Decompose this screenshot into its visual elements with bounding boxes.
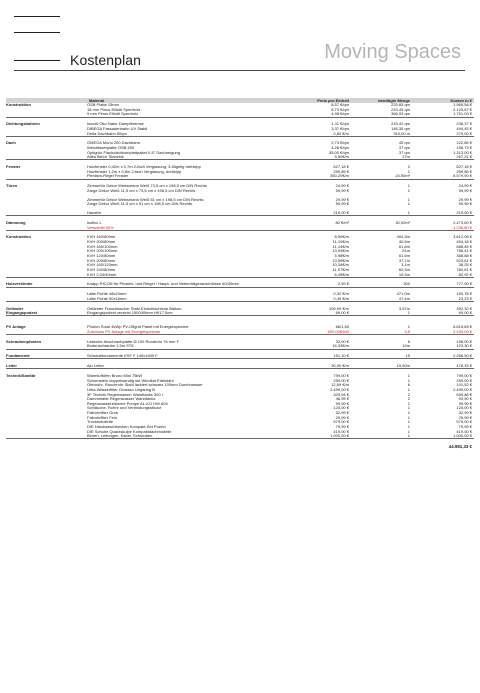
cost-cell: 125,00 €: [456, 405, 472, 411]
price-cell: 8,57 €/qm: [331, 102, 349, 108]
quantity-cell: 1: [407, 428, 410, 434]
cost-cell: 259,85 €: [456, 168, 472, 174]
quantity-cell: 60,3m: [398, 266, 410, 272]
material-cell: Bodenschraube 1,5m ST8: [87, 343, 134, 349]
price-cell: 69,00 €: [335, 310, 349, 316]
price-cell: 5,98€/m: [334, 253, 349, 259]
cost-cell: 419,00 €: [456, 428, 472, 434]
cost-cell: 1.313,00 €: [453, 149, 472, 155]
material-cell: Fallrohrfilter Fein: [87, 414, 118, 420]
material-cell: Holzfenster 0,42m x 0,7m 2-fach Verglasung, 3-flügelig drehkipp: [87, 164, 201, 170]
material-cell: Plexiism-Regel Fenster: [87, 173, 129, 179]
price-cell: 2.499,00 €: [330, 386, 349, 392]
brand-logo: Moving Spaces: [324, 41, 461, 63]
material-cell: Schornstein doppelwandig mit Windkat Edelstahl: [87, 377, 174, 383]
cost-cell: 59,99 €: [458, 201, 472, 207]
material-cell: Isocell Öko Natur Dampfbremse: [87, 121, 144, 127]
price-cell: 11,07€/m: [332, 266, 349, 272]
quantity-cell: 404,5m: [396, 234, 410, 240]
total-row: [6, 444, 474, 450]
material-cell: KVH 240/80mm: [87, 266, 116, 272]
material-cell: KVH 200/100mm: [87, 248, 118, 254]
material-cell: Schläuche, Rohre und Verbindungsstücke: [87, 405, 162, 411]
quantity-cell: 1: [407, 377, 410, 383]
cost-cell: 69,00 €: [458, 310, 472, 316]
quantity-cell: 15: [405, 353, 410, 359]
cost-cell: 3.612,06 €: [453, 234, 472, 240]
material-cell: DIE Handwaschbecken Kompakt-Set Puerto: [87, 424, 166, 429]
quantity-cell: 1: [407, 196, 410, 202]
material-cell: Verschnitt 50%: [87, 224, 114, 230]
cost-cell: 478,33 €: [456, 363, 472, 369]
price-cell: 13,94€/m: [332, 248, 349, 254]
category-cell: Holzverbinder: [6, 281, 33, 287]
quantity-cell: 1: [407, 410, 410, 416]
material-cell: OSB Platte 15mm: [87, 102, 120, 108]
price-cell: 799,00 €: [333, 372, 349, 378]
material-cell: 18 mm Pinus Elliotti Sperrholz: [87, 106, 141, 112]
material-cell: Zuschuss PV Anlage mit Energiespeicher: [87, 329, 161, 334]
quantity-cell: 37 qm: [398, 149, 410, 155]
cost-cell: 101,52 €: [456, 382, 472, 388]
header-rule-top-3: [14, 60, 60, 61]
price-cell: 2,59 €: [337, 281, 349, 287]
price-cell: 32,99 €: [335, 410, 349, 416]
price-cell: 219,00 €: [333, 210, 349, 216]
cost-cell: 158,73 €: [456, 145, 472, 150]
cost-cell: 29,99 €: [458, 196, 472, 202]
price-cell: 4,98 €/qm: [331, 111, 349, 117]
quantity-cell: 1: [407, 405, 410, 411]
quantity-cell: 51m: [402, 248, 410, 254]
price-cell: 32,00 €: [335, 338, 349, 344]
cost-cell: 2.499,00 €: [453, 386, 472, 392]
price-cell: 80 €/m³: [335, 219, 349, 225]
price-cell: 12,69 €/m: [331, 382, 349, 388]
quantity-cell: 47,4m: [398, 295, 410, 301]
price-cell: 8,90€/m: [334, 234, 349, 240]
material-cell: 9 mm Pinus Elliotti Sperrholz: [87, 111, 139, 117]
quantity-cell: 61,8m: [398, 243, 410, 249]
cost-cell: 219,00 €: [456, 210, 472, 216]
price-cell: 46,95 €: [335, 396, 349, 402]
price-cell: 2,73 €/qm: [331, 140, 349, 146]
header-rule-top-2: [14, 32, 60, 33]
quantity-cell: 1: [407, 168, 410, 174]
quantity-cell: 15,3m: [398, 271, 410, 277]
cost-cell: 99,99 €: [458, 400, 472, 406]
material-cell: Dammmatte Regenwasser Wandtanks: [87, 396, 156, 402]
quantity-cell: 1: [407, 386, 410, 392]
cost-cell: 23,23 €: [458, 295, 472, 301]
price-cell: 600,00€/kW: [327, 329, 349, 334]
cost-cell: 122,85 €: [456, 140, 472, 146]
quantity-cell: 2: [407, 391, 410, 397]
cost-cell: 777,00 €: [456, 281, 472, 287]
category-cell: Dach: [6, 140, 16, 146]
quantity-cell: 1: [407, 210, 410, 216]
price-cell: 35,00 €/qm: [328, 149, 349, 155]
price-cell: 419,00 €: [333, 428, 349, 434]
quantity-cell: 1: [407, 310, 410, 316]
cost-cell: 494,45 €: [456, 125, 472, 131]
quantity-cell: 300: [403, 281, 410, 287]
material-cell: Zimmertür Dekor Weissmann Weiß 51 cm x 198,5 cm DIN Rechts: [87, 196, 204, 202]
cost-cell: 150,78 €: [456, 291, 472, 297]
cost-cell: 799,00 €: [456, 372, 472, 378]
price-cell: 125,00 €: [333, 405, 349, 411]
quantity-cell: 3,5: [404, 329, 410, 334]
category-cell: Technik/Sanitär: [6, 372, 36, 378]
cost-cell: 659,88 €: [456, 391, 472, 397]
price-cell: 59,99 €: [335, 201, 349, 207]
material-cell: Warmluftöfen Bruno Mini 75kW: [87, 372, 143, 378]
quantity-cell: 1: [407, 187, 410, 193]
material-cell: KVH 200/80mm: [87, 257, 116, 263]
category-cell: Geländer: [6, 305, 24, 311]
column-header-cost: Kosten in €: [450, 97, 472, 103]
price-cell: 6,45€/m: [334, 271, 349, 277]
cost-cell: 93,90 €: [458, 396, 472, 402]
category-cell: Schraubenpfosten: [6, 338, 42, 344]
material-cell: Photon Solar 4kWp PV-Offgrid Paket mit Energiespeicher: [87, 324, 189, 330]
category-cell: PV Anlage: [6, 324, 26, 330]
quantity-cell: 243,45 qm: [391, 106, 410, 112]
cost-cell: 368,68 €: [456, 253, 472, 259]
cost-cell: 454,18 €: [456, 239, 472, 245]
material-cell: Schraubfundamente KSF F 140x1600 F: [87, 353, 158, 359]
material-cell: KVH 160/80mm: [87, 234, 116, 240]
price-cell: 151,10 €: [333, 353, 349, 359]
price-cell: 109,90 €/m: [328, 305, 349, 311]
price-cell: 30,00 €/m: [331, 363, 349, 369]
material-cell: OMEGA Mono 200 Dachbahn: [87, 140, 140, 146]
price-cell: 259,85 €: [333, 168, 349, 174]
cost-cell: 259,00 €: [456, 377, 472, 383]
material-cell: KVH 200/80mm: [87, 239, 116, 245]
category-cell: Leiter: [6, 363, 17, 369]
quantity-cell: 146,35 qm: [391, 125, 410, 131]
material-cell: Lastruhe Anschraubplatte Ø 100 Rundrohr 76 mm F: [87, 338, 180, 344]
quantity-cell: 366,93 qm: [391, 111, 410, 117]
cost-cell: 32,99 €: [458, 410, 472, 416]
cost-cell: 279,00 €: [456, 130, 472, 136]
material-cell: Geländer Französischer Stahl Einrichtschiene Balkon: [87, 305, 182, 311]
material-cell: Latte Fichte 48x24mm: [87, 291, 127, 297]
quantity-cell: 1: [407, 201, 410, 207]
cost-cell: 2.266,50 €: [453, 353, 472, 359]
quantity-cell: 37,7m: [398, 257, 410, 263]
material-cell: Knapp RICON für Pfosten- und Riegel / Haupt- und Nebenträgeranschlüsse 60/40mm: [87, 281, 239, 287]
quantity-cell: 225,65 qm: [391, 102, 410, 108]
category-cell: Dichtungsbahnen: [6, 121, 40, 127]
quantity-cell: 3,1m: [401, 262, 410, 268]
cost-cell: 579,00 €: [456, 419, 472, 425]
category-cell: Türen: [6, 183, 18, 189]
cost-cell: 688,45 €: [456, 243, 472, 249]
material-cell: Regenwasserzisterne Pumpe AL-KO HW 604: [87, 400, 168, 406]
material-cell: KVH 160/120mm: [87, 262, 118, 268]
material-cell: Ultra-Wasserfilter Grossso Ungaring B: [87, 386, 155, 392]
price-cell: 4,28 €/qm: [331, 145, 349, 150]
quantity-cell: 24,50m²: [395, 173, 410, 179]
price-cell: 1,11 €/qm: [331, 121, 349, 127]
category-cell: Konstruktion: [6, 234, 31, 240]
material-cell: Weichfaserplatte OSB 450: [87, 145, 135, 150]
price-cell: 329,94 €: [333, 391, 349, 397]
price-cell: 11,14€/m: [332, 243, 349, 249]
price-cell: 11,10€/m: [332, 239, 349, 245]
price-cell: 0,49 €/m: [333, 295, 349, 301]
quantity-cell: 8: [407, 382, 410, 388]
cost-cell: 24,99 €: [458, 183, 472, 189]
quantity-cell: 45 qm: [398, 140, 410, 146]
cost-cell: 523,61 €: [456, 257, 472, 263]
quantity-cell: 1: [407, 424, 410, 429]
cost-cell: 780,61 €: [456, 266, 472, 272]
price-cell: 3,37 €/qm: [331, 125, 349, 131]
material-cell: Zarge Dekor Weiß 11,5 cm x 51 cm x 198,5 cm DIN Rechts: [87, 201, 192, 207]
material-cell: Delta Dachbahn 50qm: [87, 130, 127, 136]
category-cell: Eingangspodest: [6, 310, 38, 316]
material-cell: Atika Blech Titanzink: [87, 154, 124, 160]
price-cell: 9,50€/m: [334, 154, 349, 160]
cost-cell: 196,00 €: [456, 338, 472, 344]
price-cell: 0,80 €/m: [333, 130, 349, 136]
material-cell: Trockentoilette: [87, 419, 114, 425]
quantity-cell: 1: [407, 400, 410, 406]
material-cell: KVH 120/80mm: [87, 253, 116, 259]
total-value: 44.981,33 €: [448, 443, 472, 449]
quantity-cell: 1: [407, 414, 410, 420]
cost-cell: 38,25 €: [458, 262, 472, 268]
price-cell: 25,99 €: [335, 414, 349, 420]
quantity-cell: 3,57m: [398, 305, 410, 311]
cost-cell: 1.969,56 €: [453, 102, 472, 108]
quantity-cell: 1: [407, 419, 410, 425]
quantity-cell: 30,92m³: [395, 219, 410, 225]
quantity-cell: 15,50m: [396, 363, 410, 369]
material-cell: DIBEGA Fassadenbahn UV Stabil: [87, 125, 148, 131]
cost-cell: 82,92 €: [458, 271, 472, 277]
material-cell: Optigrün Flachdachkomplettpaket 0-5° Dachneigung: [87, 149, 180, 155]
quantity-cell: 2: [407, 396, 410, 402]
cost-cell: 238,37 €: [456, 121, 472, 127]
cost-cell: 2.125,67 €: [453, 106, 472, 112]
price-cell: 0,32 €/m: [333, 291, 349, 297]
material-cell: Latte Fichte 50x18mm: [87, 295, 127, 301]
price-cell: 10,34€/m: [332, 262, 349, 268]
category-cell: Fenster: [6, 164, 21, 170]
price-cell: 79,99 €: [335, 424, 349, 429]
cost-cell: 6.615,65 €: [453, 324, 472, 330]
price-cell: 59,99 €: [335, 187, 349, 193]
cost-table: [6, 98, 474, 450]
price-cell: 13,59€/m: [332, 257, 349, 263]
material-cell: Ofenrohr, Rauchrohr Stahl lackiert schwarz 100mm Durchmesser: [87, 382, 203, 388]
price-cell: 8,73 €/qm: [331, 106, 349, 112]
cost-cell: 786,41 €: [456, 248, 472, 254]
quantity-cell: 215,42 qm: [391, 121, 410, 127]
cost-cell: 2.100,00 €: [453, 329, 472, 334]
material-cell: Haustür: [87, 210, 102, 216]
table-body: [6, 103, 474, 444]
cost-cell: -1.236,80 €: [451, 224, 472, 230]
quantity-cell: 1: [407, 183, 410, 189]
price-cell: 16,33€/m: [332, 343, 349, 349]
material-cell: Alu Leiter: [87, 363, 104, 369]
price-cell: 29,99 €: [335, 196, 349, 202]
material-cell: Eingangspodest verzinkt 1500/60mm HK17,5cm: [87, 310, 173, 316]
material-cell: KVH 160/100mm: [87, 243, 118, 249]
price-cell: 99,99 €: [335, 400, 349, 406]
cost-cell: 1.751,03 €: [453, 111, 472, 117]
material-cell: DIE Schuhe Quarzskulpe Kompaktdachmodelle: [87, 428, 172, 434]
quantity-cell: 10m: [402, 343, 410, 349]
cost-cell: 267,21 €: [456, 154, 472, 160]
quantity-cell: 6: [407, 338, 410, 344]
quantity-cell: 471,0m: [396, 291, 410, 297]
quantity-cell: 1: [407, 433, 410, 439]
material-cell: Fallrohrfilter Grob: [87, 410, 119, 416]
price-cell: 1.000,00 €: [330, 433, 349, 439]
price-cell: 350,20€/m: [330, 173, 349, 179]
column-header-material: Material: [89, 97, 105, 103]
page-title: Kostenplan: [70, 52, 142, 68]
price-cell: 627,18 €: [333, 164, 349, 170]
cost-cell: 123,30 €: [456, 343, 472, 349]
category-cell: Konstruktion: [6, 102, 31, 108]
cost-cell: 25,99 €: [458, 414, 472, 420]
quantity-cell: 61,6m: [398, 253, 410, 259]
price-cell: 579,00 €: [333, 419, 349, 425]
quantity-cell: 40,5m: [398, 239, 410, 245]
header-rule-bottom: [14, 70, 465, 71]
material-cell: isofloc L: [87, 219, 102, 225]
material-cell: Zimmertür Dekor Weissmann Weiß 73,5 cm x 198,5 cm DIN Rechts: [87, 183, 207, 189]
material-cell: Zarge Dekor Weiß 11,5 cm x 73,5 cm x 198,5 cm DIN Rechts: [87, 187, 196, 193]
cost-cell: 79,99 €: [458, 424, 472, 429]
price-cell: 259,00 €: [333, 377, 349, 383]
cost-cell: 392,32 €: [456, 305, 472, 311]
cost-cell: 59,99 €: [458, 187, 472, 193]
material-cell: 3F Technik Regenwasser Wandtanks 300 l: [87, 391, 163, 397]
quantity-cell: 310,00 m: [393, 130, 410, 136]
cost-cell: 1.000,00 €: [453, 433, 472, 439]
category-cell: Fundamente: [6, 353, 30, 359]
category-cell: Dämmung: [6, 219, 26, 225]
quantity-cell: 2: [407, 164, 410, 170]
cost-cell: 8.579,90 €: [453, 173, 472, 179]
cost-cell: 2.473,60 €: [453, 219, 472, 225]
column-header-price: Preis pro Einheit: [317, 97, 349, 103]
quantity-cell: 1: [407, 324, 410, 330]
quantity-cell: 1: [407, 372, 410, 378]
column-header-qty: benötigte Menge: [378, 97, 410, 103]
material-cell: KVH 2,04/40mm: [87, 271, 117, 277]
quantity-cell: 37 qm: [398, 145, 410, 150]
material-cell: Holzfenster 1,2m x 0,8m 2-fach Verglasung, drehkipp: [87, 168, 182, 174]
header-rule-top-1: [14, 16, 60, 17]
material-cell: Birnen, Leitungen, Kabel, Schrauben: [87, 433, 153, 439]
cost-cell: 627,18 €: [456, 164, 472, 170]
price-cell: 24,99 €: [335, 183, 349, 189]
quantity-cell: 27m: [402, 154, 410, 160]
price-cell: 66/1,65: [335, 324, 349, 330]
